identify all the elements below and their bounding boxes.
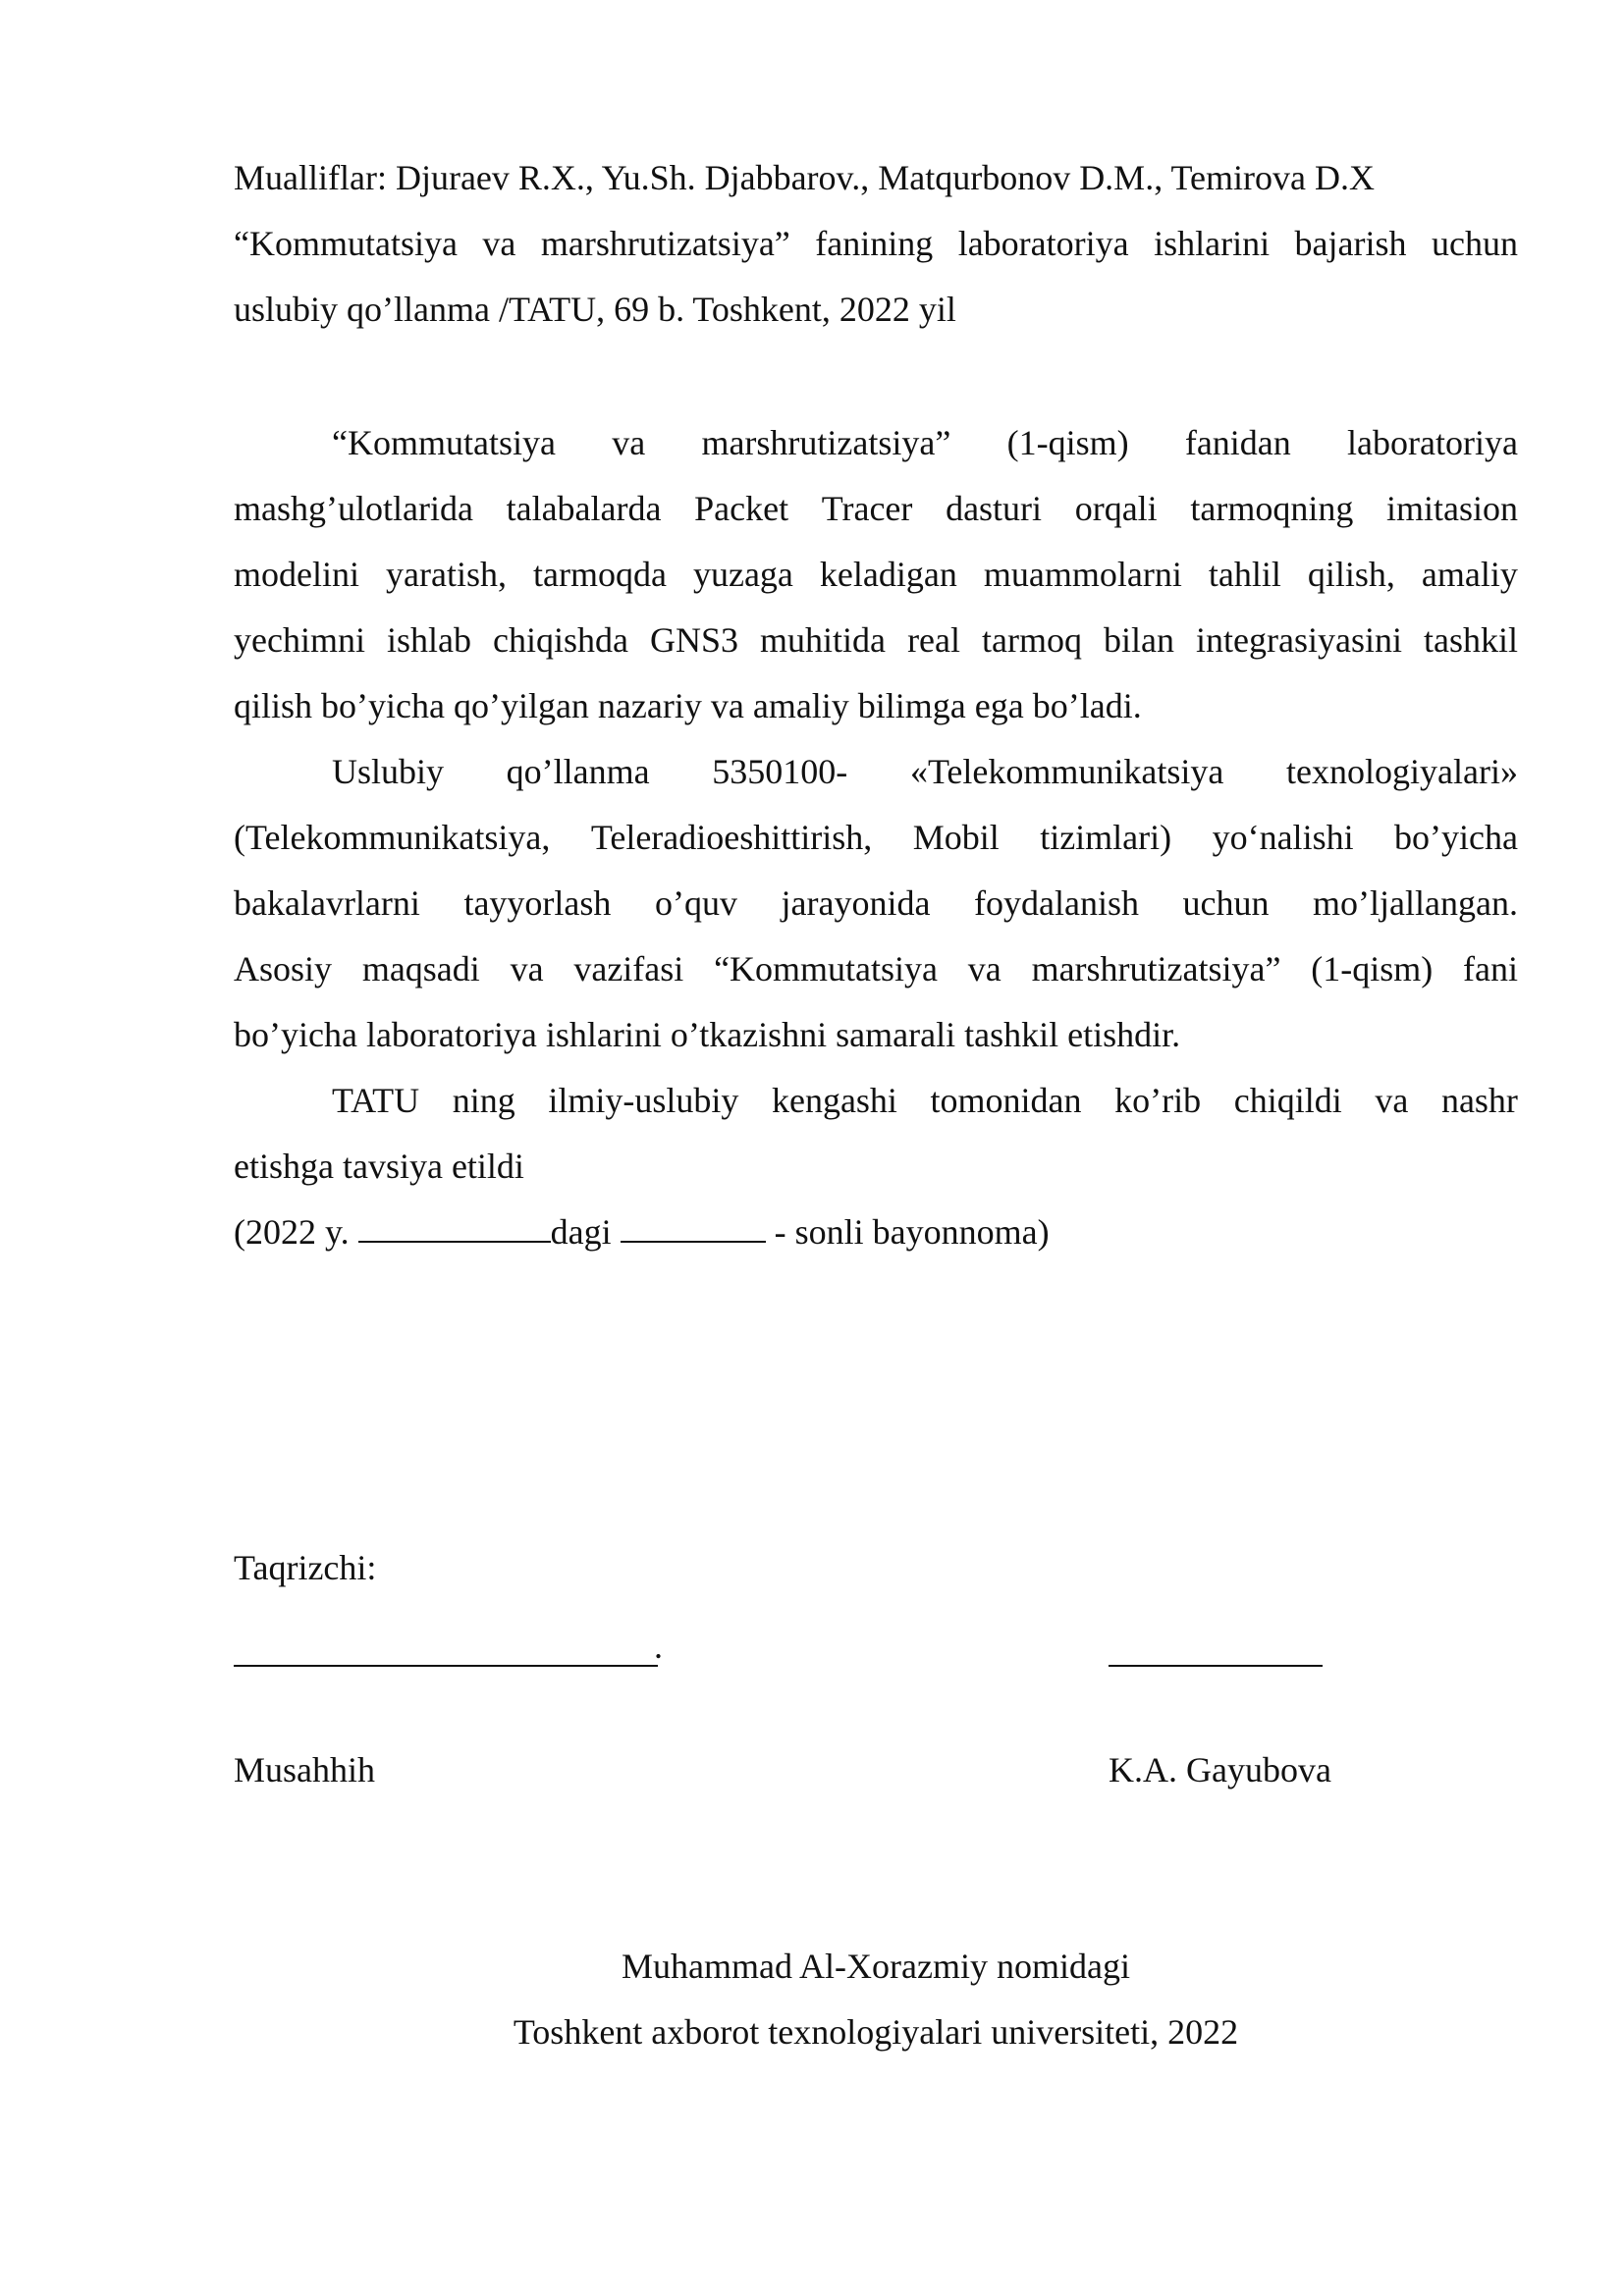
editor-label: Musahhih: [234, 1750, 375, 1789]
word: fanining: [815, 224, 934, 263]
word: va: [482, 224, 516, 263]
reviewer-signature-line: [234, 1626, 658, 1667]
justified-line: [234, 739, 1518, 805]
word: (1-qism): [1006, 423, 1129, 462]
number-blank: [621, 1200, 766, 1243]
reviewer-name-line: [1109, 1626, 1323, 1667]
word: tayyorlash: [463, 883, 612, 923]
protocol-mid: dagi: [550, 1212, 621, 1252]
word: (1-qism): [1311, 949, 1434, 988]
word: tarmoqning: [1190, 489, 1354, 528]
word: imitasion: [1385, 489, 1518, 528]
word: bilan: [1104, 620, 1175, 660]
date-blank: [358, 1200, 551, 1243]
word: marshrutizatsiya”: [540, 224, 790, 263]
word: maqsadi: [361, 949, 480, 988]
word: tarmoq: [982, 620, 1083, 660]
word: qilish,: [1307, 555, 1395, 594]
paragraph-last-line: etishga tavsiya etildi: [234, 1147, 524, 1186]
word: Uslubiy: [332, 752, 445, 791]
word: tahlil: [1208, 555, 1281, 594]
justified-line: [234, 542, 1518, 608]
word: «Telekommunikatsiya: [909, 752, 1224, 791]
protocol-prefix: (2022 y.: [234, 1212, 358, 1252]
editor-name: K.A. Gayubova: [1109, 1750, 1331, 1789]
word: o’quv: [654, 883, 737, 923]
word: Tracer: [821, 489, 913, 528]
word: integrasiyasini: [1196, 620, 1402, 660]
word: kengashi: [771, 1081, 897, 1120]
word: ishlab: [386, 620, 471, 660]
word: marshrutizatsiya”: [1031, 949, 1281, 988]
word: marshrutizatsiya”: [701, 423, 951, 462]
word: yo‘nalishi: [1212, 818, 1354, 857]
word: yaratish,: [386, 555, 507, 594]
word: va: [612, 423, 646, 462]
word: “Kommutatsiya: [234, 224, 458, 263]
justified-line: [234, 936, 1518, 1002]
word: bo’yicha: [1394, 818, 1518, 857]
word: “Kommutatsiya: [332, 423, 556, 462]
book-info-line: uslubiy qo’llanma /TATU, 69 b. Toshkent, 2022 yil: [234, 290, 956, 329]
paragraph-1: [234, 410, 1518, 739]
word: fanidan: [1184, 423, 1291, 462]
word: 5350100-: [712, 752, 848, 791]
word: dasturi: [946, 489, 1043, 528]
word: mashg’ulotlarida: [234, 489, 473, 528]
word: va: [1375, 1081, 1409, 1120]
authors-block: [234, 145, 1518, 343]
word: modelini: [234, 555, 359, 594]
word: ishlarini: [1154, 224, 1271, 263]
justified-line: [234, 1068, 1518, 1134]
word: Teleradioeshittirish,: [590, 818, 873, 857]
word: ko’rib: [1114, 1081, 1202, 1120]
publisher-footer: [234, 1934, 1518, 2065]
word: qo’llanma: [506, 752, 650, 791]
word: laboratoriya: [957, 224, 1129, 263]
word: Mobil: [912, 818, 1000, 857]
paragraph-2: [234, 739, 1518, 1068]
word: keladigan: [819, 555, 957, 594]
reviewer-label: Taqrizchi:: [234, 1548, 377, 1587]
justified-line: [234, 805, 1518, 871]
word: talabalarda: [506, 489, 662, 528]
word: vazifasi: [573, 949, 684, 988]
word: texnologiyalari»: [1286, 752, 1518, 791]
word: muhitida: [760, 620, 887, 660]
authors-line: Mualliflar: Djuraev R.X., Yu.Sh. Djabbarov., Matqurbonov D.M., Temirova D.X: [234, 158, 1375, 197]
paragraph-last-line: bo’yicha laboratoriya ishlarini o’tkazishni samarali tashkil etishdir.: [234, 1015, 1181, 1054]
word: ilmiy-uslubiy: [548, 1081, 739, 1120]
word: jarayonida: [781, 883, 931, 923]
word: bakalavrlarni: [234, 883, 420, 923]
protocol-line: [234, 1200, 1518, 1265]
word: amaliy: [1421, 555, 1518, 594]
publisher-line-1: Muhammad Al-Xorazmiy nomidagi: [622, 1947, 1130, 1986]
abstract-block: [234, 410, 1518, 1265]
word: Packet: [694, 489, 789, 528]
word: tizimlari): [1040, 818, 1172, 857]
word: Asosiy: [234, 949, 333, 988]
word: uchun: [1431, 224, 1518, 263]
word: “Kommutatsiya: [714, 949, 939, 988]
word: laboratoriya: [1347, 423, 1518, 462]
word: va: [967, 949, 1001, 988]
word: orqali: [1074, 489, 1158, 528]
word: chiqishda: [493, 620, 628, 660]
word: nashr: [1440, 1081, 1518, 1120]
word: real: [907, 620, 961, 660]
word: va: [510, 949, 544, 988]
word: tashkil: [1424, 620, 1518, 660]
word: fani: [1463, 949, 1518, 988]
word: bajarish: [1294, 224, 1407, 263]
word: TATU: [332, 1081, 420, 1120]
protocol-suffix: - sonli bayonnoma): [765, 1212, 1050, 1252]
word: mo’ljallangan.: [1313, 883, 1518, 923]
book-title-line: [234, 211, 1518, 277]
justified-line: [234, 871, 1518, 936]
word: tomonidan: [930, 1081, 1082, 1120]
word: yechimni: [234, 620, 365, 660]
justified-line: [234, 410, 1518, 476]
word: muammolarni: [983, 555, 1182, 594]
word: (Telekommunikatsiya,: [234, 818, 551, 857]
justified-line: [234, 476, 1518, 542]
word: tarmoqda: [533, 555, 667, 594]
publisher-line-2: Toshkent axborot texnologiyalari universiteti, 2022: [513, 2012, 1239, 2052]
word: GNS3: [650, 620, 739, 660]
word: ning: [452, 1081, 515, 1120]
paragraph-3: [234, 1068, 1518, 1200]
justified-line: [234, 608, 1518, 673]
paragraph-last-line: qilish bo’yicha qo’yilgan nazariy va amaliy bilimga ega bo’ladi.: [234, 686, 1142, 725]
word: chiqildi: [1233, 1081, 1342, 1120]
reviewer-dot: .: [654, 1627, 663, 1666]
word: uchun: [1182, 883, 1270, 923]
word: foydalanish: [974, 883, 1139, 923]
word: yuzaga: [692, 555, 793, 594]
